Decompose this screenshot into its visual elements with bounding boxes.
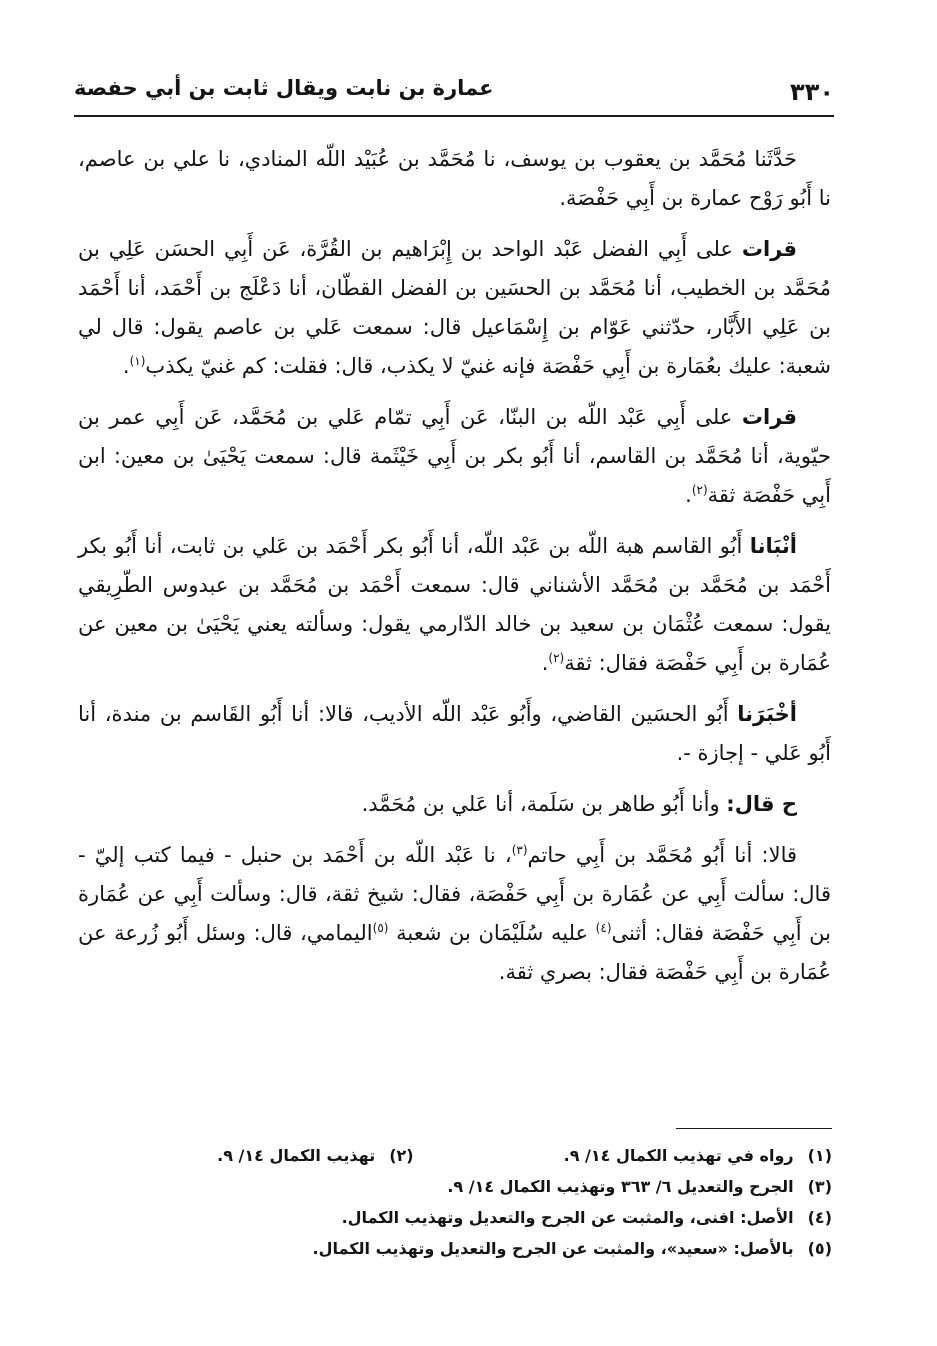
footnote-marker: (٥) bbox=[372, 921, 389, 935]
footnote-row bbox=[120, 1233, 832, 1264]
paragraph-4 bbox=[78, 527, 831, 683]
paragraph-lead-word: قرات bbox=[741, 237, 797, 261]
footnote-text: الجرح والتعديل ٦/ ٣٦٣ وتهذيب الكمال ١٤/ ٩. bbox=[447, 1177, 794, 1196]
paragraph-text: أَبُو الحسَين القاضي، وأَبُو عَبْد اللّه الأديب، قالا: أنا أَبُو القَاسم بن مندة، أنا أَبُو عَلي - إجازة -. bbox=[78, 702, 831, 765]
running-title: عمارة بن نابت ويقال ثابت بن أبي حفصة bbox=[74, 76, 494, 100]
paragraph-lead-word: أخْبَرَنا bbox=[737, 702, 797, 726]
footnote-text: بالأصل: «سعيد»، والمثبت عن الجرح والتعديل وتهذيب الكمال. bbox=[312, 1239, 794, 1258]
paragraph-lead-word: قرات bbox=[741, 405, 797, 429]
footnote-number: (٣) bbox=[807, 1177, 832, 1196]
footnote-marker: (١) bbox=[129, 354, 146, 368]
footnote-number: (٥) bbox=[807, 1239, 832, 1258]
paragraph-tail: . bbox=[541, 651, 549, 675]
footnote-rule bbox=[676, 1128, 832, 1129]
paragraph-text: وأنا أَبُو طاهر بن سَلَمة، أنا عَلي بن مُحَمَّد. bbox=[361, 792, 727, 816]
footnote-marker: (٣) bbox=[511, 843, 528, 857]
paragraph-tail: . bbox=[122, 354, 130, 378]
main-text bbox=[78, 140, 831, 1004]
paragraph-1 bbox=[78, 140, 831, 218]
paragraph-lead-word: أنْبَانا bbox=[749, 534, 797, 558]
page-number: ٣٣٠ bbox=[790, 78, 834, 106]
footnote-4 bbox=[342, 1202, 832, 1233]
paragraph-7 bbox=[78, 836, 831, 992]
footnote-2 bbox=[217, 1140, 414, 1171]
paragraph-5 bbox=[78, 695, 831, 773]
paragraph-text: على أَبِي الفضل عَبْد الواحد بن إِبْرَاهيم بن القُرَّة، عَن أَبِي الحسَن عَلِي بن مُحَمَّد بن الخطيب، أنا مُحَمَّد بن الحسَين بن الفضل القطّان، أنا دَعْلَج بن أَحْمَد، أنا أَحْمَد بن عَلِي الأَبَّار، حدّثني عَوّام بن إِسْمَاعيل قال: سمعت عَلي بن عاصم يقول: قال لي شعبة: عليك بعُمَارة بن أَبِي حَفْصَة فإنه غنيّ لا يكذب، قال: فقلت: كم غنيّ يكذب bbox=[78, 237, 831, 378]
paragraph-2 bbox=[78, 230, 831, 386]
footnote-number: (١) bbox=[807, 1146, 832, 1165]
footnote-marker: (٢) bbox=[548, 651, 565, 665]
footnote-5 bbox=[313, 1233, 832, 1264]
paragraph-3 bbox=[78, 398, 831, 515]
footnote-marker: (٢) bbox=[691, 483, 708, 497]
paragraph-text: على أَبِي عَبْد اللّه بن البنّا، عَن أَبِي تمّام عَلي بن مُحَمَّد، عَن أَبِي عمر بن حيّوية، أنا مُحَمَّد بن القاسم، أنا أَبُو بكر بن أَبِي خَيْثَمة قال: سمعت يَحْيَىٰ بن معين: ابن أَبِي حَفْصَة ثقة bbox=[78, 405, 831, 507]
footnote-row bbox=[120, 1171, 832, 1202]
footnotes bbox=[120, 1140, 832, 1264]
footnote-row bbox=[120, 1140, 832, 1171]
footnote-3 bbox=[447, 1171, 832, 1202]
paragraph-text: قالا: أنا أَبُو مُحَمَّد بن أَبِي حاتم bbox=[527, 843, 797, 867]
running-header bbox=[74, 74, 834, 108]
footnote-marker: (٤) bbox=[595, 921, 612, 935]
header-rule bbox=[74, 115, 834, 117]
paragraph-tail: . bbox=[685, 483, 692, 507]
paragraph-lead-word: ح قال: bbox=[726, 792, 797, 816]
paragraph-text: حَدَّثَنا مُحَمَّد بن يعقوب بن يوسف، نا مُحَمَّد بن عُبَيْد اللّه المنادي، نا علي بن عاصم، نا أَبُو رَوْح عمارة بن أَبِي حَفْصَة. bbox=[78, 147, 831, 210]
footnote-row bbox=[120, 1202, 832, 1233]
footnote-text: الأصل: افنى، والمثبت عن الجرح والتعديل وتهذيب الكمال. bbox=[341, 1208, 794, 1227]
footnote-text: رواه في تهذيب الكمال ١٤/ ٩. bbox=[563, 1146, 794, 1165]
footnote-number: (٤) bbox=[807, 1208, 832, 1227]
paragraph-6 bbox=[78, 785, 831, 824]
footnote-number: (٢) bbox=[389, 1146, 414, 1165]
footnote-1 bbox=[564, 1140, 832, 1171]
paragraph-tail: اليمامي، قال: وسئل أَبُو زُرعة عن عُمَارة بن أَبِي حَفْصَة فقال: بصري ثقة. bbox=[78, 921, 831, 984]
paragraph-tail: عليه سُلَيْمَان بن شعبة bbox=[388, 921, 596, 945]
paragraph-tail: ، نا عَبْد اللّه بن أَحْمَد بن حنبل - فيما كتب إليّ - قال: سألت أَبِي عن عُمَارة بن أَبِي حَفْصَة، فقال: شيخ ثقة، قال: وسألت أَبِي عن عُمَارة بن أَبِي حَفْصَة فقال: أثنى bbox=[78, 843, 832, 945]
footnote-text: تهذيب الكمال ١٤/ ٩. bbox=[217, 1146, 376, 1165]
paragraph-text: أَبُو القاسم هبة اللّه بن عَبْد اللّه، أنا أَبُو بكر أَحْمَد بن عَلي بن ثابت، أنا أَبُو بكر أَحْمَد بن مُحَمَّد بن مُحَمَّد الأشناني قال: سمعت أَحْمَد بن مُحَمَّد بن عبدوس الطّرِيقي يقول: سمعت عُثْمَان بن سعيد بن خالد الدّارمي يقول: وسألته يعني يَحْيَىٰ بن معين عن عُمَارة بن أَبِي حَفْصَة فقال: ثقة bbox=[78, 534, 831, 675]
